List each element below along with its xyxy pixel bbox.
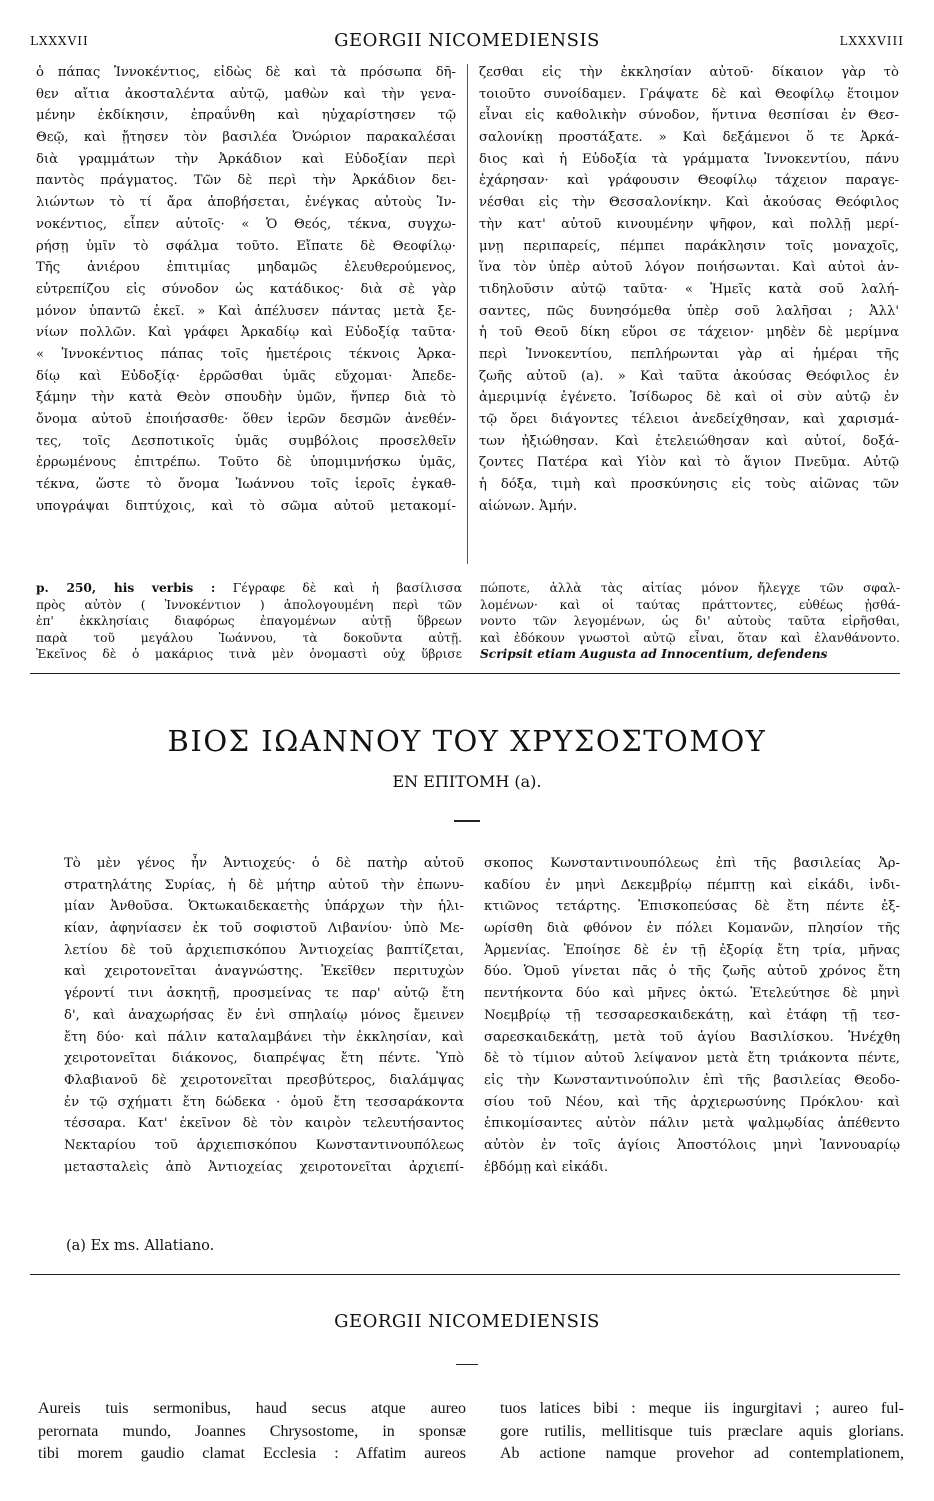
text-line: Τὸ μὲν γένος ἦν Ἀντιοχεύς· ὁ δὲ πατὴρ αὐτοῦ	[64, 856, 464, 871]
latin-right-column	[500, 1398, 904, 1466]
text-line: σαντες, πῶς δυνησόμεθα ὑπὲρ σοῦ λαλῆσαι ; Ἀλλ'	[479, 303, 899, 319]
text-line: των ἠξιώθησαν. Καὶ ἐτελειώθησαν καὶ αὐτοί, δοξά-	[479, 433, 899, 449]
text-line: σαρεσκαιδεκάτῃ, μετὰ τοῦ ἁγίου Βασιλίσκου. Ἠνέχθη	[484, 1029, 900, 1045]
text-line: μόνον ὑπαντῶ ἐκεῖ. » Καὶ ἀπέλυσεν πάντας μετὰ ξε-	[36, 303, 456, 319]
top-right-column	[479, 62, 899, 517]
note-left-line	[36, 580, 462, 597]
text-line: ἡ τοῦ Θεοῦ δίκη εὕροι σε τάχειον· μηδὲν δὲ μερίμνα	[479, 325, 899, 341]
text-line: tuos latices bibi : meque iis ingurgitavi ; aureo ful-	[500, 1400, 904, 1417]
text-line: « Ἰννοκέντιος πάπας τοῖς ἡμετέροις τέκνοις Ἀρκα-	[36, 346, 456, 362]
note-line: πώποτε, ἀλλὰ τὰς αἰτίας μόνον ἤλεγχε τῶν σφαλ-	[480, 581, 900, 595]
text-line: Νεκταρίου τοῦ ἀρχιεπισκόπου Κωνσταντινουπόλεως	[64, 1137, 464, 1153]
text-line: νίων πολλῶν. Καὶ γράφει Ἀρκαδίῳ καὶ Εὐδοξίᾳ ταῦτα·	[36, 325, 456, 341]
text-line: αἰώνων. Ἀμήν.	[479, 498, 578, 514]
text-line: Θεῷ, καὶ ᾔτησεν τὸν βασιλέα Ὀνώριον παρακαλέσαι	[36, 130, 456, 146]
text-line: εἶναι εἰς καθολικὴν σύνοδον, ἥντινα θεσπίσαι ἐν Θεσ-	[479, 108, 899, 124]
text-line: ἐπικομίσαντες αὐτὸν πάλιν μετὰ ψαλμῳδίας ἀπέθεντο	[484, 1116, 900, 1132]
note-line: ἐπ' ἐκκλησίαις διαφόρως ἐπαγομένων αὐτῇ ὕβρεων	[36, 614, 462, 629]
title-dash	[454, 820, 480, 822]
text-line: εὐτρεπίζου εἰς σύνοδον ὡς κατάδικος· διὰ σὲ γὰρ	[36, 281, 456, 297]
text-line: ὁ πάπας Ἰννοκέντιος, εἰδὼς δὲ καὶ τὰ πρόσωπα δῆ-	[36, 65, 456, 80]
text-line: ἀμεριμνίᾳ ἐγένετο. Ἰσίδωρος δὲ καὶ οἱ σὺν αὐτῷ ἐν	[479, 390, 899, 406]
text-line: καὶ χειροτονεῖται ἀναγνώστης. Ἐκεῖθεν περιτυχὼν	[64, 964, 464, 980]
text-line: σκοπος Κωνσταντινουπόλεως ἐπὶ τῆς βασιλείας Ἀρ-	[484, 856, 900, 871]
running-head	[30, 30, 904, 56]
text-line: τῷ ὄρει διάγοντες τέλειοι ἀνεδείχθησαν, καὶ χαρισμά-	[479, 412, 899, 427]
text-line: Νοεμβρίῳ τῇ τεσσαρεσκαιδεκάτῃ, καὶ ἐτάφη τῇ τεσ-	[484, 1007, 900, 1023]
text-line: ζεσθαι εἰς τὴν ἐκκλησίαν αὐτοῦ· δίκαιον γὰρ τὸ	[479, 65, 899, 80]
note-reference: p. 250, his verbis :	[36, 581, 216, 595]
text-line: στρατηλάτης Συρίας, ἡ δὲ μήτηρ αὐτοῦ τὴν ἐπωνυ-	[64, 877, 464, 893]
text-line: δ', καὶ ἀναχωρήσας ἔν ἑνὶ σπηλαίῳ μόνος ἔμεινεν	[64, 1007, 464, 1023]
text-line: tibi morem gaudio clamat Ecclesia : Affatim aureos	[38, 1445, 466, 1462]
text-line: νέσθαι εἰς τὴν Θεσσαλονίκην. Καὶ ἀκούσας Θεόφιλος	[479, 195, 899, 211]
text-line: ὄνομα αὐτοῦ ἐποιήσασθε· ὅθεν ἱερῶν δεσμῶν ἀνεθέν-	[36, 412, 456, 427]
text-line: δὲ τὸ τίμιον αὐτοῦ λείψανον μετὰ ἔτη τριάκοντα πέντε,	[484, 1051, 900, 1067]
text-line: τιδηλοῦσιν αὐτῷ ταῦτα· « Ἡμεῖς κατὰ σοῦ λαλή-	[479, 281, 899, 297]
text-line: καδίου ἐν μηνὶ Δεκεμβρίῳ πέμπτῃ καὶ εἰκάδι, ἰνδι-	[484, 877, 900, 893]
page-number-right: LXXXVIII	[839, 34, 904, 48]
text-line: ἐρρωμένους ἐπιτρέπω. Τοῦτο δὲ ὑπομιμνήσκω ὑμᾶς,	[36, 455, 456, 471]
page-number-left: LXXXVII	[30, 34, 89, 48]
section-rule-bottom	[30, 1274, 900, 1275]
section-rule-top	[30, 673, 900, 674]
column-divider	[467, 64, 468, 564]
text-line: μνῃ περιπαρείς, πέμπει παράκλησιν τοῖς μοναχοῖς,	[479, 238, 899, 254]
text-line: ἵνα τὸν ὑπὲρ αὐτοῦ λόγον ποιήσωνται. Καὶ αὐτοὶ ἀν-	[479, 260, 899, 276]
text-line: παντὸς πράγματος. Τῶν δὲ περὶ τὴν Ἀρκάδιον δει-	[36, 173, 456, 189]
note-latin-line	[480, 646, 900, 663]
text-line: νοκέντιος, εἶπεν αὐτοῖς· « Ὁ Θεός, τέκνα, συγχω-	[36, 216, 456, 232]
note-latin: Scripsit etiam Augusta ad Innocentium, defendens	[480, 647, 828, 662]
vita-subtitle: ΕΝ ΕΠΙΤΟΜΗ (a).	[392, 772, 542, 791]
text-line: τὴν κατ' αὐτοῦ κινουμένην ψῆφον, καὶ πολλῇ μερί-	[479, 216, 899, 232]
text-line: ἔτη δύο· καὶ πάλιν καταλαμβάνει τὴν ἐκκλησίαν, καὶ	[64, 1029, 464, 1045]
text-line: perornata mundo, Joannes Chrysostome, in sponsæ	[38, 1422, 466, 1440]
text-line: Ἀρμενίας. Ἐποίησε δὲ ἐν τῇ ἐξορίᾳ ἔτη τρία, μῆνας	[484, 942, 900, 958]
text-line: Φλαβιανοῦ δὲ χειροτονεῖται πρεσβύτερος, διαλάμψας	[64, 1072, 464, 1088]
text-line: ἑβδόμῃ καὶ εἰκάδι.	[484, 1159, 609, 1175]
note-text: Γέγραφε δὲ καὶ ἡ βασίλισσα	[232, 581, 462, 595]
top-left-column	[36, 62, 456, 517]
section2-heading: GEORGII NICOMEDIENSIS	[334, 1311, 600, 1332]
text-line: μίαν Ἀνθοῦσα. Ὀκτωκαιδεκαετὴς ὑπάρχων τὴν ἡλι-	[64, 899, 464, 915]
text-line: λετίου δὲ τοῦ ἀρχιεπισκόπου Ἀντιοχείας βαπτίζεται,	[64, 942, 464, 958]
text-line: μένην ἐκδίκησιν, ἐπραΰνθη καὶ ηὐχαρίστησεν τῷ	[36, 108, 456, 124]
text-line: θεν αἴτια ἀκοσταλέντα αὐτῷ, μαθὼν καὶ τὴν γενα-	[36, 86, 456, 102]
note-right	[480, 580, 900, 663]
text-line: μετασταλεὶς ἀπὸ Ἀντιοχείας χειροτονεῖται ἀρχιεπί-	[64, 1159, 464, 1175]
vita-footnote: (a) Ex ms. Allatiano.	[66, 1238, 215, 1254]
vita-left-column	[64, 853, 464, 1178]
text-line: ζωῆς αὐτοῦ (a). » Καὶ ταῦτα ἀκούσας Θεόφιλος ἐν	[479, 368, 899, 384]
text-line: gore rutilis, mellitisque tuis præclare aquis glorians.	[500, 1422, 904, 1440]
text-line: τοιοῦτο συνοίδαμεν. Γράψατε δὲ καὶ Θεοφίλῳ ἕτοιμον	[479, 86, 899, 102]
text-line: ρήσῃ ὑμῖν τὸ σφάλμα τοῦτο. Εἴπατε δὲ Θεοφίλῳ·	[36, 238, 456, 254]
running-title: GEORGII NICOMEDIENSIS	[334, 30, 600, 51]
note-line: πρὸς αὐτὸν ( Ἰννοκέντιον ) ἀπολογουμένη περὶ τῶν	[36, 597, 462, 612]
text-line: γέροντί τινι ἀσκητῇ, προσμείνας τε παρ' αὐτῷ ἔτη	[64, 986, 464, 1002]
text-line: χειροτονεῖται διάκονος, διαπρέψας ἔτη πέντε. Ὑπὸ	[64, 1051, 464, 1067]
text-line: δίῳ καὶ Εὐδοξίᾳ· ἐρρῶσθαι ὑμᾶς εὔχομαι· Ἀπεδε-	[36, 368, 456, 384]
text-line: Ab actione namque provehor ad contemplationem,	[500, 1445, 904, 1462]
vita-right-column	[484, 853, 900, 1178]
text-line: περὶ Ἰννοκεντίου, πεπλήρωνται γὰρ αἱ ἡμέραι τῆς	[479, 346, 899, 362]
text-line: ἐχάρησαν· καὶ γράφουσιν Θεοφίλῳ τάχειον παραγε-	[479, 173, 899, 189]
note-line: καὶ ἐδόκουν γνωστοὶ αὐτῷ εἶναι, ὅταν καὶ ἐλανθάνοντο.	[480, 630, 900, 645]
text-line: κίαν, ἀφηνίασεν ἐκ τοῦ σοφιστοῦ Λιβανίου· ὑπὸ Με-	[64, 921, 464, 937]
text-line: αὐτὸν ἐν τοῖς ἁγίοις Ἀποστόλοις μηνὶ Ἰαννουαρίῳ	[484, 1137, 900, 1153]
text-line: λιώντων τὸ τί ἄρα ἀποβήσεται, ἐνέγκας αὐτοὺς Ἰν-	[36, 195, 456, 211]
vita-title: ΒΙΟΣ ΙΩΑΝΝΟΥ ΤΟΥ ΧΡΥΣΟΣΤΟΜΟΥ	[167, 724, 767, 758]
text-line: ἡ δόξα, τιμὴ καὶ προσκύνησις εἰς τοὺς αἰῶνας τῶν	[479, 477, 899, 493]
text-line: σαλονίκῃ προστάξατε. » Καὶ δεξάμενοι ὅ τε Ἀρκά-	[479, 130, 899, 146]
text-line: διος καὶ ἡ Εὐδοξία τὰ γράμματα Ἰννοκεντίου, πάνυ	[479, 151, 899, 167]
text-line: Aureis tuis sermonibus, haud secus atque aureo	[38, 1400, 466, 1417]
text-line: σίου τοῦ Νέου, καὶ τῆς ἀρχιερωσύνης Πρόκλου· καὶ	[484, 1094, 900, 1110]
text-line: τέκνα, ὥστε τὸ ὄνομα Ἰωάννου τοῖς ἱεροῖς ἐγκαθ-	[36, 477, 456, 493]
text-line: υπογράψαι διπτύχοις, καὶ τὸ σῶμα αὐτοῦ μετακομί-	[36, 498, 456, 514]
text-line: πεντήκοντα δύο καὶ μῆνες ὀκτώ. Ἐτελεύτησε δὲ μηνὶ	[484, 986, 900, 1002]
section2-dash	[456, 1364, 478, 1365]
note-line: Ἐκεῖνος δὲ ὁ μακάριος τινὰ μὲν ὀνομαστὶ οὐχ ὕβρισε	[36, 647, 462, 662]
text-line: ζοντες Πατέρα καὶ Υἱὸν καὶ τὸ ἅγιον Πνεῦμα. Αὐτῷ	[479, 455, 899, 471]
text-line: ξάμην τὴν κατὰ Θεὸν σπουδὴν ὑμῶν, ἥνπερ διὰ τὸ	[36, 390, 456, 406]
text-line: διὰ γραμμάτων τὴν Ἀρκάδιον καὶ Εὐδοξίαν περὶ	[36, 151, 456, 167]
note-line: νοντο τῶν λεγομένων, ὡς δι' αὐτοὺς ταῦτα εἰρῆσθαι,	[480, 614, 900, 629]
text-line: τέσσαρα. Κατ' ἐκεῖνον δὲ τὸν καιρὸν τελευτήσαντος	[64, 1116, 464, 1132]
text-line: ωρίσθη διὰ φθόνον ἐν πόλει Κομανῶν, πλησίον τῆς	[484, 921, 900, 937]
text-line: εἰς τὴν Κωνσταντινούπολιν ἐπὶ τῆς βασιλείας Θεοδο-	[484, 1072, 900, 1088]
note-line: λομένων· καὶ οἱ ταύτας πράττοντες, εὐθέως ᾐσθά-	[480, 597, 900, 612]
text-line: τες, τοῖς Δεσποτικοῖς ὑμᾶς συμβόλοις προσελθεῖν	[36, 433, 456, 449]
text-line: δύο. Ὁμοῦ γίνεται πᾶς ὁ τῆς ζωῆς αὐτοῦ χρόνος ἔτη	[484, 964, 900, 980]
note-left	[36, 580, 462, 663]
note-line: παρὰ τοῦ μεγάλου Ἰωάννου, τὰ δοκοῦντα αὐτῇ.	[36, 630, 462, 645]
text-line: κτιῶνος τετάρτης. Ἐπισκοπεύσας δὲ ἔτη πέντε ἐξ-	[484, 899, 900, 915]
latin-left-column	[38, 1398, 466, 1466]
text-line: Τῆς ἀνιέρου ἐπιτιμίας μηδαμῶς ἐλευθερούμενος,	[36, 260, 456, 276]
text-line: ἐν τῷ σχήματι ἔτη δώδεκα · ὁμοῦ ἔτη τεσσαράκοντα	[64, 1094, 464, 1110]
